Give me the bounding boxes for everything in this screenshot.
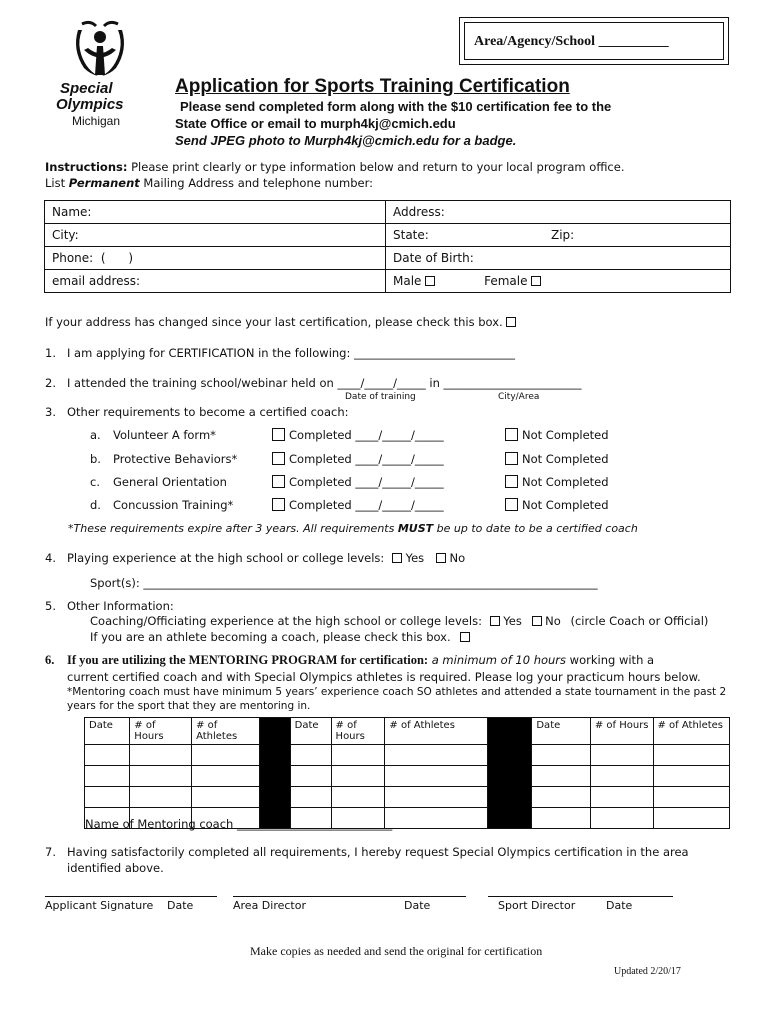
- instructions-line2: [45, 176, 373, 190]
- q5-yes-label: Yes: [503, 614, 522, 628]
- req-letter: d.: [90, 498, 101, 512]
- q5-line1-post: (circle Coach or Official): [570, 614, 709, 628]
- logo-line-michigan: Michigan: [72, 114, 121, 128]
- header-hours: # of Hours: [130, 718, 192, 745]
- not-completed-label: Not Completed: [522, 498, 609, 512]
- address-label: Address:: [393, 205, 445, 219]
- q5-text: Other Information:: [67, 599, 174, 613]
- form-title: Application for Sports Training Certification: [175, 76, 570, 97]
- q4-no-label: No: [449, 551, 466, 565]
- mentoring-coach-name[interactable]: Name of Mentoring coach ___________________________: [85, 817, 393, 831]
- header-date: Date: [532, 718, 590, 745]
- header-athletes: # of Athletes: [385, 718, 488, 745]
- q6-line2: current certified coach and with Special Olympics athletes is required. Please log your practicum hours below.: [67, 670, 701, 684]
- logo-line-special: Special: [60, 80, 113, 97]
- header-athletes: # of Athletes: [653, 718, 730, 745]
- area-director-date-label: Date: [404, 899, 431, 912]
- q4-yes-checkbox[interactable]: [392, 553, 402, 563]
- completed-checkbox[interactable]: [272, 498, 285, 511]
- table-row[interactable]: [85, 766, 730, 787]
- not-completed-checkbox[interactable]: [505, 428, 518, 441]
- req-label: Protective Behaviors*: [113, 452, 238, 466]
- table-divider: [488, 718, 532, 829]
- header-date: Date: [85, 718, 130, 745]
- table-divider: [259, 718, 290, 829]
- question-3: [45, 405, 348, 419]
- subtitle-line3: Send JPEG photo to Murph4kj@cmich.edu for a badge.: [175, 133, 517, 148]
- not-completed-label: Not Completed: [522, 452, 609, 466]
- phone-field[interactable]: [45, 247, 386, 270]
- req-completed[interactable]: [272, 498, 444, 512]
- q5-line1-text: Coaching/Officiating experience at the high school or college levels:: [90, 614, 482, 628]
- not-completed-label: Not Completed: [522, 475, 609, 489]
- completed-label: Completed ____/_____/_____: [289, 428, 444, 442]
- q4-number: 4.: [45, 551, 56, 565]
- header-athletes: # of Athletes: [192, 718, 260, 745]
- req-letter: b.: [90, 452, 101, 466]
- q2-sub-date: Date of training: [345, 392, 416, 402]
- header-hours: # of Hours: [331, 718, 385, 745]
- instructions: [45, 160, 625, 174]
- requirement-c: [90, 475, 730, 493]
- header-hours: # of Hours: [590, 718, 653, 745]
- table-header-row: [85, 718, 730, 745]
- special-olympics-icon: [70, 20, 130, 82]
- req-not-completed[interactable]: [505, 498, 609, 512]
- q4-no-checkbox[interactable]: [436, 553, 446, 563]
- sport-director-signature-line[interactable]: [488, 896, 673, 897]
- mentoring-log-table: [84, 717, 730, 829]
- q5-no-label: No: [545, 614, 561, 628]
- q5-number: 5.: [45, 599, 56, 613]
- note-post: be up to date to be a certified coach: [433, 522, 638, 535]
- req-label: General Orientation: [113, 475, 227, 489]
- completed-label: Completed ____/_____/_____: [289, 452, 444, 466]
- requirements-note: [68, 522, 638, 535]
- not-completed-checkbox[interactable]: [505, 452, 518, 465]
- athlete-coach-checkbox[interactable]: [460, 632, 470, 642]
- area-director-label: Area Director: [233, 899, 306, 912]
- requirement-b: [90, 452, 730, 470]
- area-agency-label: Area/Agency/School __________: [474, 34, 669, 49]
- completed-checkbox[interactable]: [272, 475, 285, 488]
- state-label: State:: [393, 228, 429, 242]
- req-not-completed[interactable]: [505, 475, 609, 489]
- male-label: Male: [393, 274, 422, 288]
- area-agency-box[interactable]: [459, 17, 729, 65]
- not-completed-label: Not Completed: [522, 428, 609, 442]
- email-field[interactable]: [45, 270, 386, 293]
- q7-line1: Having satisfactorily completed all requirements, I hereby request Special Olympics certification in the area: [67, 845, 689, 859]
- city-label: City:: [52, 228, 79, 242]
- req-letter: c.: [90, 475, 100, 489]
- q7-number: 7.: [45, 845, 56, 859]
- zip-label: Zip:: [551, 228, 575, 242]
- sport-director-label: Sport Director: [498, 899, 576, 912]
- req-not-completed[interactable]: [505, 452, 609, 466]
- q5-no-checkbox[interactable]: [532, 616, 542, 626]
- name-field[interactable]: [45, 201, 386, 224]
- completed-checkbox[interactable]: [272, 452, 285, 465]
- applicant-date-label: Date: [167, 899, 194, 912]
- address-changed-text: If your address has changed since your last certification, please check this box.: [45, 315, 503, 329]
- address-field[interactable]: [386, 201, 731, 224]
- applicant-signature-label: Applicant Signature: [45, 899, 154, 912]
- q6-note2: years for the sport that they are mentoring in.: [67, 700, 311, 712]
- email-label: email address:: [52, 274, 141, 288]
- instructions-line2-post: Mailing Address and telephone number:: [139, 176, 374, 190]
- q6-italic: a minimum of 10 hours: [428, 653, 567, 667]
- sports-field[interactable]: Sport(s): _______________________________________________________________________________: [90, 576, 598, 590]
- dob-field[interactable]: [386, 247, 731, 270]
- table-row[interactable]: [85, 745, 730, 766]
- q2-number: 2.: [45, 376, 56, 390]
- question-7: [45, 845, 689, 859]
- female-checkbox[interactable]: [531, 276, 541, 286]
- q1-number: 1.: [45, 346, 56, 360]
- city-field[interactable]: [45, 224, 386, 247]
- address-table: [44, 200, 731, 293]
- q5-line2: [90, 630, 470, 644]
- q3-number: 3.: [45, 405, 56, 419]
- q6-bold: If you are utilizing the MENTORING PROGRAM for certification:: [67, 653, 429, 667]
- q5-line1: [90, 614, 708, 628]
- req-completed[interactable]: [272, 428, 444, 442]
- subtitle-line1: Please send completed form along with the $10 certification fee to the: [180, 99, 612, 114]
- requirement-d: [90, 498, 730, 516]
- not-completed-checkbox[interactable]: [505, 475, 518, 488]
- updated-date: Updated 2/20/17: [614, 966, 681, 977]
- address-changed-row: [45, 315, 516, 329]
- gender-field: [386, 270, 731, 293]
- completed-label: Completed ____/_____/_____: [289, 498, 444, 512]
- q6-number: 6.: [45, 653, 55, 667]
- req-letter: a.: [90, 428, 101, 442]
- female-label: Female: [484, 274, 528, 288]
- instructions-label: Instructions:: [45, 160, 128, 174]
- sport-director-date-label: Date: [606, 899, 633, 912]
- req-not-completed[interactable]: [505, 428, 609, 442]
- question-4: [45, 551, 465, 565]
- q7-line2: identified above.: [67, 861, 164, 875]
- address-changed-checkbox[interactable]: [506, 317, 516, 327]
- question-1[interactable]: [45, 346, 515, 360]
- table-row[interactable]: [85, 787, 730, 808]
- state-zip-field[interactable]: [386, 224, 731, 247]
- completed-label: Completed ____/_____/_____: [289, 475, 444, 489]
- req-completed[interactable]: [272, 475, 444, 489]
- completed-checkbox[interactable]: [272, 428, 285, 441]
- not-completed-checkbox[interactable]: [505, 498, 518, 511]
- requirement-a: [90, 428, 730, 446]
- instructions-text: Please print clearly or type information below and return to your local program office.: [131, 160, 625, 174]
- header-date: Date: [290, 718, 331, 745]
- name-label: Name:: [52, 205, 92, 219]
- req-completed[interactable]: [272, 452, 444, 466]
- q6-text1-post: working with a: [566, 653, 655, 667]
- special-olympics-logo: [50, 18, 160, 130]
- q5-yes-checkbox[interactable]: [490, 616, 500, 626]
- question-6: [45, 653, 654, 668]
- q4-yes-label: Yes: [405, 551, 425, 565]
- q3-text: Other requirements to become a certified coach:: [67, 405, 349, 419]
- req-label: Concussion Training*: [113, 498, 234, 512]
- q4-text: Playing experience at the high school or college levels:: [67, 551, 385, 565]
- subtitle-line2: State Office or email to murph4kj@cmich.edu: [175, 116, 456, 131]
- note-pre: *These requirements expire after 3 years. All requirements: [68, 522, 398, 535]
- dob-label: Date of Birth:: [393, 251, 474, 265]
- q5-line2-text: If you are an athlete becoming a coach, please check this box.: [90, 630, 451, 644]
- q2-sub-city: City/Area: [498, 392, 540, 402]
- footer-note: Make copies as needed and send the original for certification: [250, 944, 543, 958]
- q2-text: I attended the training school/webinar held on ____/_____/_____ in ________________________: [67, 376, 582, 390]
- note-em: MUST: [397, 522, 434, 535]
- question-5: [45, 599, 174, 613]
- male-checkbox[interactable]: [425, 276, 435, 286]
- area-director-signature-line[interactable]: [233, 896, 466, 897]
- q6-note1: *Mentoring coach must have minimum 5 years’ experience coach SO athletes and attended a state tournament in the past 2: [67, 686, 727, 698]
- req-label: Volunteer A form*: [113, 428, 216, 442]
- logo-line-olympics: Olympics: [56, 96, 124, 113]
- instructions-line2-pre: List: [45, 176, 69, 190]
- applicant-signature-line[interactable]: [45, 896, 217, 897]
- q1-text: I am applying for CERTIFICATION in the following: ____________________________: [67, 346, 516, 360]
- question-2[interactable]: [45, 376, 582, 390]
- instructions-line2-em: Permanent: [68, 176, 140, 190]
- phone-label: Phone: ( ): [52, 251, 134, 265]
